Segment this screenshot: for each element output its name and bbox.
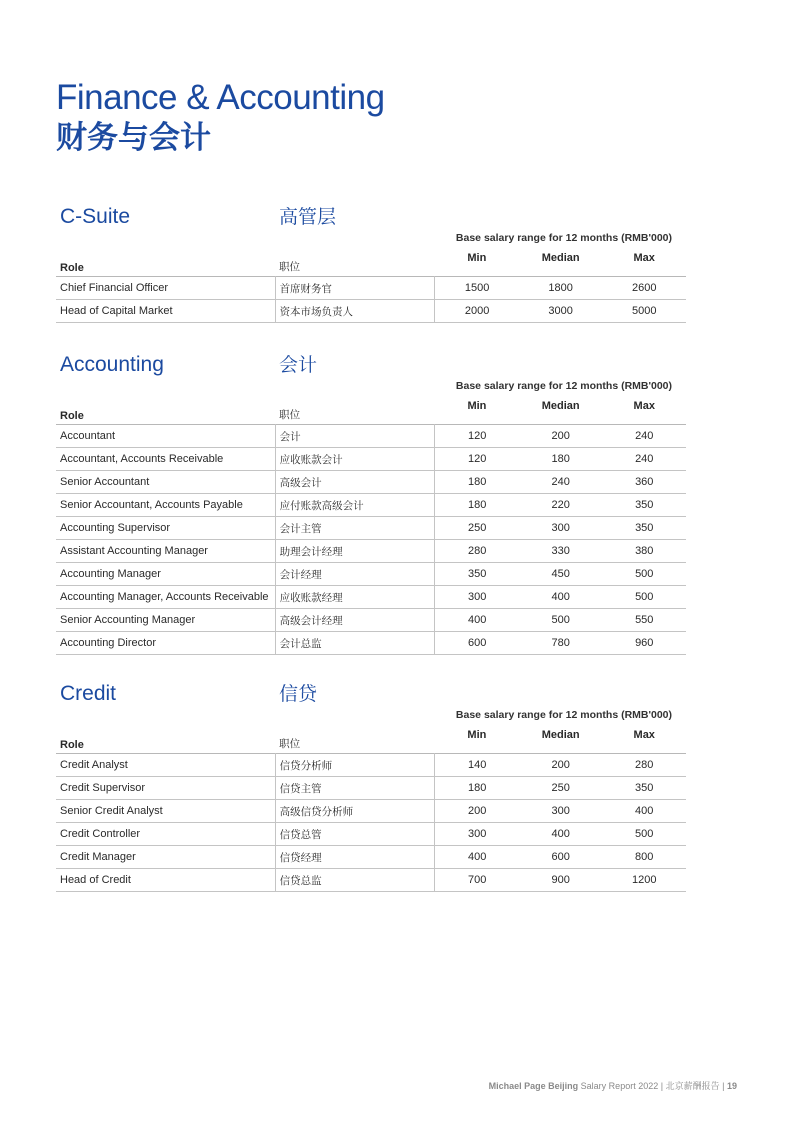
min-cell: 120 xyxy=(435,425,519,448)
min-cell: 180 xyxy=(435,777,519,800)
header-max: Max xyxy=(633,400,655,412)
role-cell: Credit Analyst xyxy=(56,754,275,777)
table-row xyxy=(56,425,686,448)
role-cell: Credit Manager xyxy=(56,846,275,869)
role-cell: Chief Financial Officer xyxy=(56,277,275,300)
min-cell: 400 xyxy=(435,846,519,869)
max-cell: 360 xyxy=(603,471,687,494)
max-cell: 380 xyxy=(603,540,687,563)
max-cell: 500 xyxy=(602,823,686,846)
max-cell: 500 xyxy=(603,563,687,586)
role-cell: Assistant Accounting Manager xyxy=(56,540,275,563)
header-role: Role xyxy=(60,410,84,422)
min-cell: 300 xyxy=(435,823,519,846)
max-cell: 500 xyxy=(603,586,687,609)
max-cell: 550 xyxy=(603,609,687,632)
section-header xyxy=(56,681,686,721)
role-cell: Accounting Manager, Accounts Receivable xyxy=(56,586,275,609)
role-cell: Senior Accountant xyxy=(56,471,275,494)
median-cell: 500 xyxy=(519,609,603,632)
page-number: 19 xyxy=(726,1081,737,1091)
max-cell: 5000 xyxy=(602,300,686,323)
table-row xyxy=(56,869,686,892)
median-cell: 900 xyxy=(519,869,603,892)
role-cell: Senior Accountant, Accounts Payable xyxy=(56,494,275,517)
role-cn-cell: 资本市场负责人 xyxy=(275,300,435,323)
header-role: Role xyxy=(60,262,84,274)
salary-range-label: Base salary range for 12 months (RMB'000) xyxy=(455,380,672,392)
header-median: Median xyxy=(541,729,580,741)
min-cell: 2000 xyxy=(435,300,519,323)
max-cell: 240 xyxy=(603,425,687,448)
table-row xyxy=(56,632,686,655)
min-cell: 350 xyxy=(435,563,519,586)
table-header-row xyxy=(56,727,686,754)
role-cell: Credit Supervisor xyxy=(56,777,275,800)
header-min: Min xyxy=(467,400,487,412)
median-cell: 3000 xyxy=(519,300,603,323)
min-cell: 400 xyxy=(435,609,519,632)
min-cell: 250 xyxy=(435,517,519,540)
role-cell: Head of Capital Market xyxy=(56,300,275,323)
max-cell: 240 xyxy=(603,448,687,471)
footer-report-cn: 北京薪酬报告 xyxy=(665,1082,720,1092)
table-row xyxy=(56,846,686,869)
header-role-cn: 职位 xyxy=(279,261,301,273)
median-cell: 180 xyxy=(519,448,603,471)
role-cn-cell: 信贷分析师 xyxy=(275,754,435,777)
table-row xyxy=(56,563,686,586)
salary-table xyxy=(56,398,686,655)
footer-report: Salary Report 2022 xyxy=(580,1081,659,1091)
min-cell: 700 xyxy=(435,869,519,892)
median-cell: 240 xyxy=(519,471,603,494)
table-row xyxy=(56,823,686,846)
min-cell: 600 xyxy=(435,632,519,655)
role-cn-cell: 高级信贷分析师 xyxy=(275,800,435,823)
median-cell: 250 xyxy=(519,777,603,800)
max-cell: 800 xyxy=(602,846,686,869)
salary-range-label: Base salary range for 12 months (RMB'000) xyxy=(455,709,672,721)
median-cell: 200 xyxy=(519,754,603,777)
median-cell: 1800 xyxy=(519,277,603,300)
median-cell: 220 xyxy=(519,494,603,517)
header-role-cn: 职位 xyxy=(279,738,301,750)
role-cn-cell: 高级会计经理 xyxy=(275,609,435,632)
median-cell: 780 xyxy=(519,632,603,655)
role-cn-cell: 信贷主管 xyxy=(275,777,435,800)
section-title-cn: 会计 xyxy=(279,354,318,376)
footer-separator: | xyxy=(722,1081,725,1091)
max-cell: 400 xyxy=(602,800,686,823)
median-cell: 300 xyxy=(519,800,603,823)
header-min: Min xyxy=(467,729,487,741)
header-max: Max xyxy=(633,729,655,741)
table-row xyxy=(56,754,686,777)
role-cn-cell: 应收账款会计 xyxy=(275,448,435,471)
page-title: Finance & Accounting xyxy=(56,78,385,117)
role-cn-cell: 高级会计 xyxy=(275,471,435,494)
table-row xyxy=(56,277,686,300)
median-cell: 450 xyxy=(519,563,603,586)
role-cell: Head of Credit xyxy=(56,869,275,892)
header-role-cn: 职位 xyxy=(279,409,301,421)
table-header-row xyxy=(56,250,686,277)
section-accounting xyxy=(56,352,686,650)
role-cn-cell: 应收账款经理 xyxy=(275,586,435,609)
section-title-cn: 信贷 xyxy=(279,683,318,705)
max-cell: 960 xyxy=(603,632,687,655)
min-cell: 180 xyxy=(435,471,519,494)
role-cell: Senior Credit Analyst xyxy=(56,800,275,823)
table-row xyxy=(56,777,686,800)
header-median: Median xyxy=(541,400,580,412)
section-title: Accounting xyxy=(60,353,164,376)
max-cell: 350 xyxy=(602,777,686,800)
role-cell: Accounting Manager xyxy=(56,563,275,586)
page-footer xyxy=(489,1079,737,1092)
role-cn-cell: 会计 xyxy=(275,425,435,448)
table-row xyxy=(56,586,686,609)
min-cell: 140 xyxy=(435,754,519,777)
salary-range-label: Base salary range for 12 months (RMB'000) xyxy=(455,232,672,244)
section-credit xyxy=(56,681,686,887)
median-cell: 400 xyxy=(519,823,603,846)
median-cell: 400 xyxy=(519,586,603,609)
role-cn-cell: 会计总监 xyxy=(275,632,435,655)
table-header-row xyxy=(56,398,686,425)
section-title: Credit xyxy=(60,682,117,705)
role-cell: Senior Accounting Manager xyxy=(56,609,275,632)
header-max: Max xyxy=(633,252,655,264)
table-row xyxy=(56,517,686,540)
table-row xyxy=(56,800,686,823)
min-cell: 180 xyxy=(435,494,519,517)
footer-brand: Michael Page Beijing xyxy=(488,1081,579,1091)
max-cell: 280 xyxy=(602,754,686,777)
median-cell: 200 xyxy=(519,425,603,448)
table-row xyxy=(56,300,686,323)
header-median: Median xyxy=(541,252,580,264)
section-header xyxy=(56,352,686,392)
table-row xyxy=(56,540,686,563)
role-cell: Credit Controller xyxy=(56,823,275,846)
max-cell: 2600 xyxy=(602,277,686,300)
max-cell: 350 xyxy=(603,494,687,517)
salary-table xyxy=(56,250,686,323)
role-cn-cell: 应付账款高级会计 xyxy=(275,494,435,517)
median-cell: 330 xyxy=(519,540,603,563)
header-min: Min xyxy=(467,252,487,264)
table-row xyxy=(56,494,686,517)
role-cn-cell: 信贷经理 xyxy=(275,846,435,869)
role-cell: Accounting Supervisor xyxy=(56,517,275,540)
role-cn-cell: 助理会计经理 xyxy=(275,540,435,563)
median-cell: 300 xyxy=(519,517,603,540)
min-cell: 280 xyxy=(435,540,519,563)
role-cn-cell: 首席财务官 xyxy=(275,277,435,300)
salary-table xyxy=(56,727,686,892)
table-row xyxy=(56,448,686,471)
min-cell: 300 xyxy=(435,586,519,609)
role-cn-cell: 会计经理 xyxy=(275,563,435,586)
section-title-cn: 高管层 xyxy=(279,206,337,228)
header-role: Role xyxy=(60,739,84,751)
role-cn-cell: 会计主管 xyxy=(275,517,435,540)
footer-separator: | xyxy=(660,1081,664,1091)
table-row xyxy=(56,609,686,632)
median-cell: 600 xyxy=(519,846,603,869)
section-c-suite xyxy=(56,204,686,318)
section-title: C-Suite xyxy=(60,205,131,228)
page-title-cn: 财务与会计 xyxy=(56,120,211,156)
section-header xyxy=(56,204,686,244)
role-cn-cell: 信贷总管 xyxy=(275,823,435,846)
role-cell: Accountant, Accounts Receivable xyxy=(56,448,275,471)
table-row xyxy=(56,471,686,494)
max-cell: 350 xyxy=(603,517,687,540)
role-cell: Accountant xyxy=(56,425,275,448)
min-cell: 120 xyxy=(435,448,519,471)
role-cn-cell: 信贷总监 xyxy=(275,869,435,892)
max-cell: 1200 xyxy=(602,869,686,892)
role-cell: Accounting Director xyxy=(56,632,275,655)
min-cell: 1500 xyxy=(435,277,519,300)
min-cell: 200 xyxy=(435,800,519,823)
